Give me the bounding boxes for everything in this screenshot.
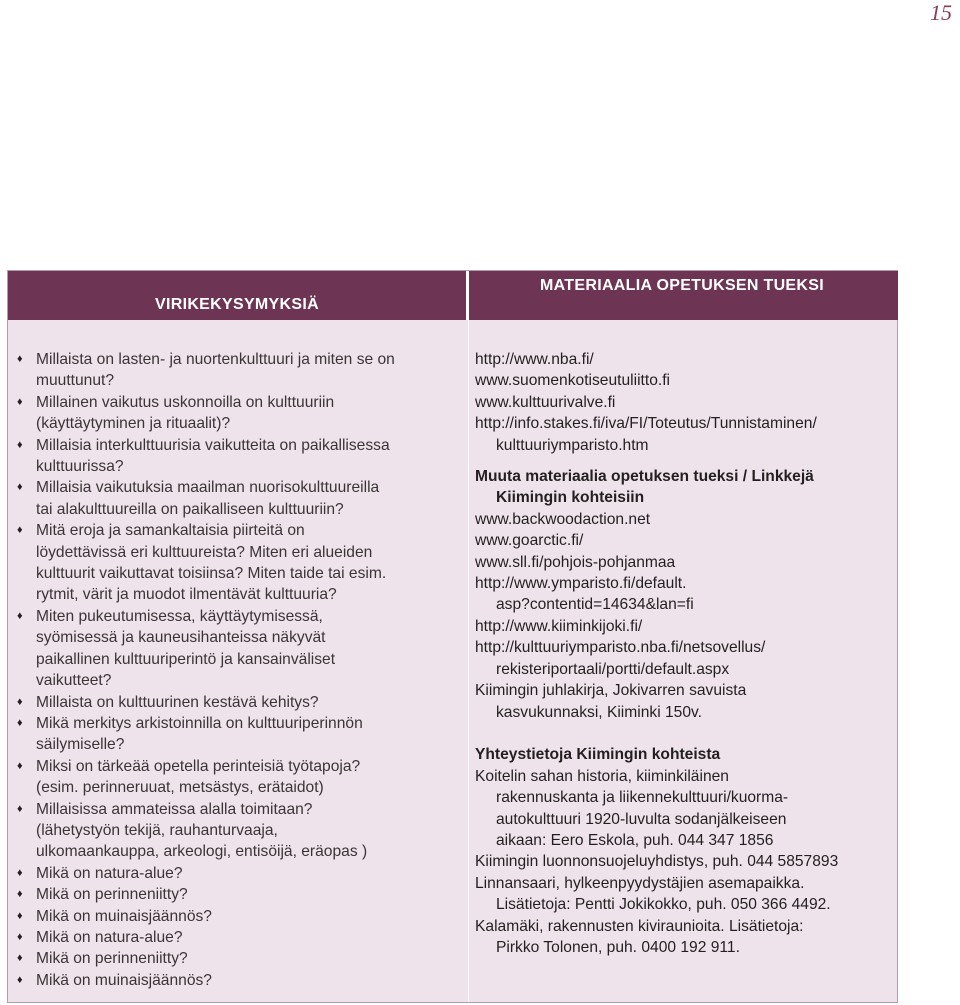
diamond-bullet-icon: ♦ bbox=[17, 909, 23, 922]
contact-line: Kalamäki, rakennusten kiviraunioita. Lisätietoja: bbox=[475, 917, 804, 935]
question-line: Mikä on natura-alue? bbox=[36, 928, 183, 946]
question-line: kulttuurissa? bbox=[36, 458, 124, 476]
diamond-bullet-icon: ♦ bbox=[17, 759, 23, 772]
question-line: Mitä eroja ja samankaltaisia piirteitä on bbox=[36, 522, 305, 540]
diamond-bullet-icon: ♦ bbox=[17, 524, 23, 537]
question-line: Mikä on muinaisjäännös? bbox=[36, 971, 212, 989]
contact-line: rakennuskanta ja liikennekulttuuri/kuorma- bbox=[496, 789, 789, 807]
question-line: Miten pukeutumisessa, käyttäytymisessä, bbox=[36, 607, 323, 625]
diamond-bullet-icon: ♦ bbox=[17, 716, 23, 729]
question-line: säilymiselle? bbox=[36, 736, 125, 754]
link[interactable]: www.suomenkotiseutuliitto.fi bbox=[475, 372, 671, 390]
header-right bbox=[469, 271, 898, 320]
diamond-bullet-icon: ♦ bbox=[17, 888, 23, 901]
section-title: Muuta materiaalia opetuksen tueksi / Linkkejä bbox=[475, 468, 814, 486]
link[interactable]: www.kulttuurivalve.fi bbox=[475, 393, 616, 411]
question-line: muuttunut? bbox=[36, 372, 115, 390]
contact-line: Kiimingin luonnonsuojeluyhdistys, puh. 044 5857893 bbox=[475, 853, 839, 871]
link-continuation[interactable]: rekisteriportaali/portti/default.aspx bbox=[496, 660, 730, 678]
book-reference-continuation: kasvukunnaksi, Kiiminki 150v. bbox=[496, 703, 702, 721]
question-item bbox=[16, 349, 466, 392]
diamond-bullet-icon: ♦ bbox=[17, 973, 23, 986]
question-line: (esim. perinneruuat, metsästys, erätaidot) bbox=[36, 779, 324, 797]
contact-line: Linnansaari, hylkeenpyydystäjien asemapaikka. bbox=[475, 874, 805, 892]
question-item bbox=[16, 884, 466, 905]
contact-line: Pirkko Tolonen, puh. 0400 192 911. bbox=[496, 938, 740, 956]
question-item bbox=[16, 906, 466, 927]
question-item bbox=[16, 477, 466, 520]
link-continuation[interactable]: kulttuuriymparisto.htm bbox=[496, 436, 649, 454]
header-divider bbox=[466, 271, 469, 320]
diamond-bullet-icon: ♦ bbox=[17, 866, 23, 879]
question-item bbox=[16, 799, 466, 863]
contact-line: aikaan: Eero Eskola, puh. 044 347 1856 bbox=[496, 831, 774, 849]
diamond-bullet-icon: ♦ bbox=[17, 802, 23, 815]
question-line: Mikä on muinaisjäännös? bbox=[36, 907, 212, 925]
question-item bbox=[16, 435, 466, 478]
question-item bbox=[16, 927, 466, 948]
question-item bbox=[16, 970, 466, 991]
question-item bbox=[16, 392, 466, 435]
link[interactable]: http://kulttuuriymparisto.nba.fi/netsovellus/ bbox=[475, 639, 766, 657]
question-item bbox=[16, 692, 466, 713]
column-divider bbox=[468, 320, 469, 1002]
question-line: rytmit, värit ja muodot ilmentävät kulttuuria? bbox=[36, 586, 337, 604]
question-line: vaikutteet? bbox=[36, 672, 112, 690]
question-item bbox=[16, 520, 466, 606]
question-item bbox=[16, 756, 466, 799]
header-right-title: MATERIAALIA OPETUKSEN TUEKSI bbox=[540, 277, 824, 294]
question-line: Mikä on natura-alue? bbox=[36, 864, 183, 882]
question-line: Miksi on tärkeää opetella perinteisiä työtapoja? bbox=[36, 757, 361, 775]
question-line: Millaisissa ammateissa alalla toimitaan? bbox=[36, 800, 313, 818]
question-line: Mikä on perinneniitty? bbox=[36, 950, 188, 968]
section-subtitle: Kiimingin kohteisiin bbox=[496, 489, 645, 507]
question-line: löydettävissä eri kulttuureista? Miten eri alueiden bbox=[36, 543, 373, 561]
link[interactable]: http://www.kiiminkijoki.fi/ bbox=[475, 617, 643, 635]
question-line: kulttuurit vaikuttavat toisiinsa? Miten taide tai esim. bbox=[36, 565, 387, 583]
header-left bbox=[8, 271, 469, 320]
question-line: Millaisia interkulttuurisia vaikutteita on paikallisessa bbox=[36, 436, 390, 454]
question-item bbox=[16, 713, 466, 756]
question-line: (lähetystyön tekijä, rauhanturvaaja, bbox=[36, 821, 278, 839]
diamond-bullet-icon: ♦ bbox=[17, 609, 23, 622]
question-line: tai alakulttuureilla on paikalliseen kulttuuriin? bbox=[36, 500, 344, 518]
question-line: Millaista on lasten- ja nuortenkulttuuri ja miten se on bbox=[36, 351, 395, 368]
question-line: Millainen vaikutus uskonnoilla on kulttuuriin bbox=[36, 393, 335, 411]
diamond-bullet-icon: ♦ bbox=[17, 952, 23, 965]
diamond-bullet-icon: ♦ bbox=[17, 353, 23, 365]
link[interactable]: http://www.ymparisto.fi/default. bbox=[475, 575, 687, 593]
diamond-bullet-icon: ♦ bbox=[17, 930, 23, 943]
diamond-bullet-icon: ♦ bbox=[17, 695, 23, 708]
question-line: Millaista on kulttuurinen kestävä kehitys? bbox=[36, 693, 319, 711]
question-item bbox=[16, 948, 466, 969]
question-item bbox=[16, 606, 466, 692]
questions-list bbox=[16, 349, 466, 991]
diamond-bullet-icon: ♦ bbox=[17, 395, 23, 408]
book-reference: Kiimingin juhlakirja, Jokivarren savuista bbox=[475, 682, 747, 700]
link[interactable]: http://www.nba.fi/ bbox=[475, 351, 594, 368]
question-line: (käyttäytyminen ja rituaalit)? bbox=[36, 415, 231, 433]
diamond-bullet-icon: ♦ bbox=[17, 481, 23, 494]
question-line: syömisessä ja kauneusihanteissa näkyvät bbox=[36, 629, 326, 647]
question-line: Mikä on perinneniitty? bbox=[36, 886, 188, 904]
question-item bbox=[16, 863, 466, 884]
question-line: Millaisia vaikutuksia maailman nuorisokulttuureilla bbox=[36, 479, 380, 497]
link[interactable]: www.sll.fi/pohjois-pohjanmaa bbox=[475, 553, 676, 571]
header-left-title: VIRIKEKYSYMYKSIÄ bbox=[155, 296, 319, 313]
question-line: Mikä merkitys arkistoinnilla on kulttuuriperinnön bbox=[36, 714, 363, 732]
link[interactable]: www.backwoodaction.net bbox=[475, 510, 651, 528]
content-table bbox=[7, 270, 898, 1003]
materials-column bbox=[475, 349, 895, 958]
section-title: Yhteystietoja Kiimingin kohteista bbox=[475, 746, 721, 764]
contact-line: autokulttuuri 1920-luvulta sodanjälkeiseen bbox=[496, 810, 787, 828]
page-number: 15 bbox=[930, 0, 952, 25]
link[interactable]: http://info.stakes.fi/iva/FI/Toteutus/Tunnistaminen/ bbox=[475, 415, 817, 433]
contact-line: Koitelin sahan historia, kiiminkiläinen bbox=[475, 767, 729, 785]
diamond-bullet-icon: ♦ bbox=[17, 438, 23, 451]
link-continuation[interactable]: asp?contentid=14634&lan=fi bbox=[496, 596, 694, 614]
contact-line: Lisätietoja: Pentti Jokikokko, puh. 050 366 4492. bbox=[496, 896, 831, 914]
question-line: paikallinen kulttuuriperintö ja kansainväliset bbox=[36, 650, 336, 668]
question-line: ulkomaankauppa, arkeologi, entisöijä, eräopas ) bbox=[36, 843, 368, 861]
link[interactable]: www.goarctic.fi/ bbox=[475, 532, 584, 550]
